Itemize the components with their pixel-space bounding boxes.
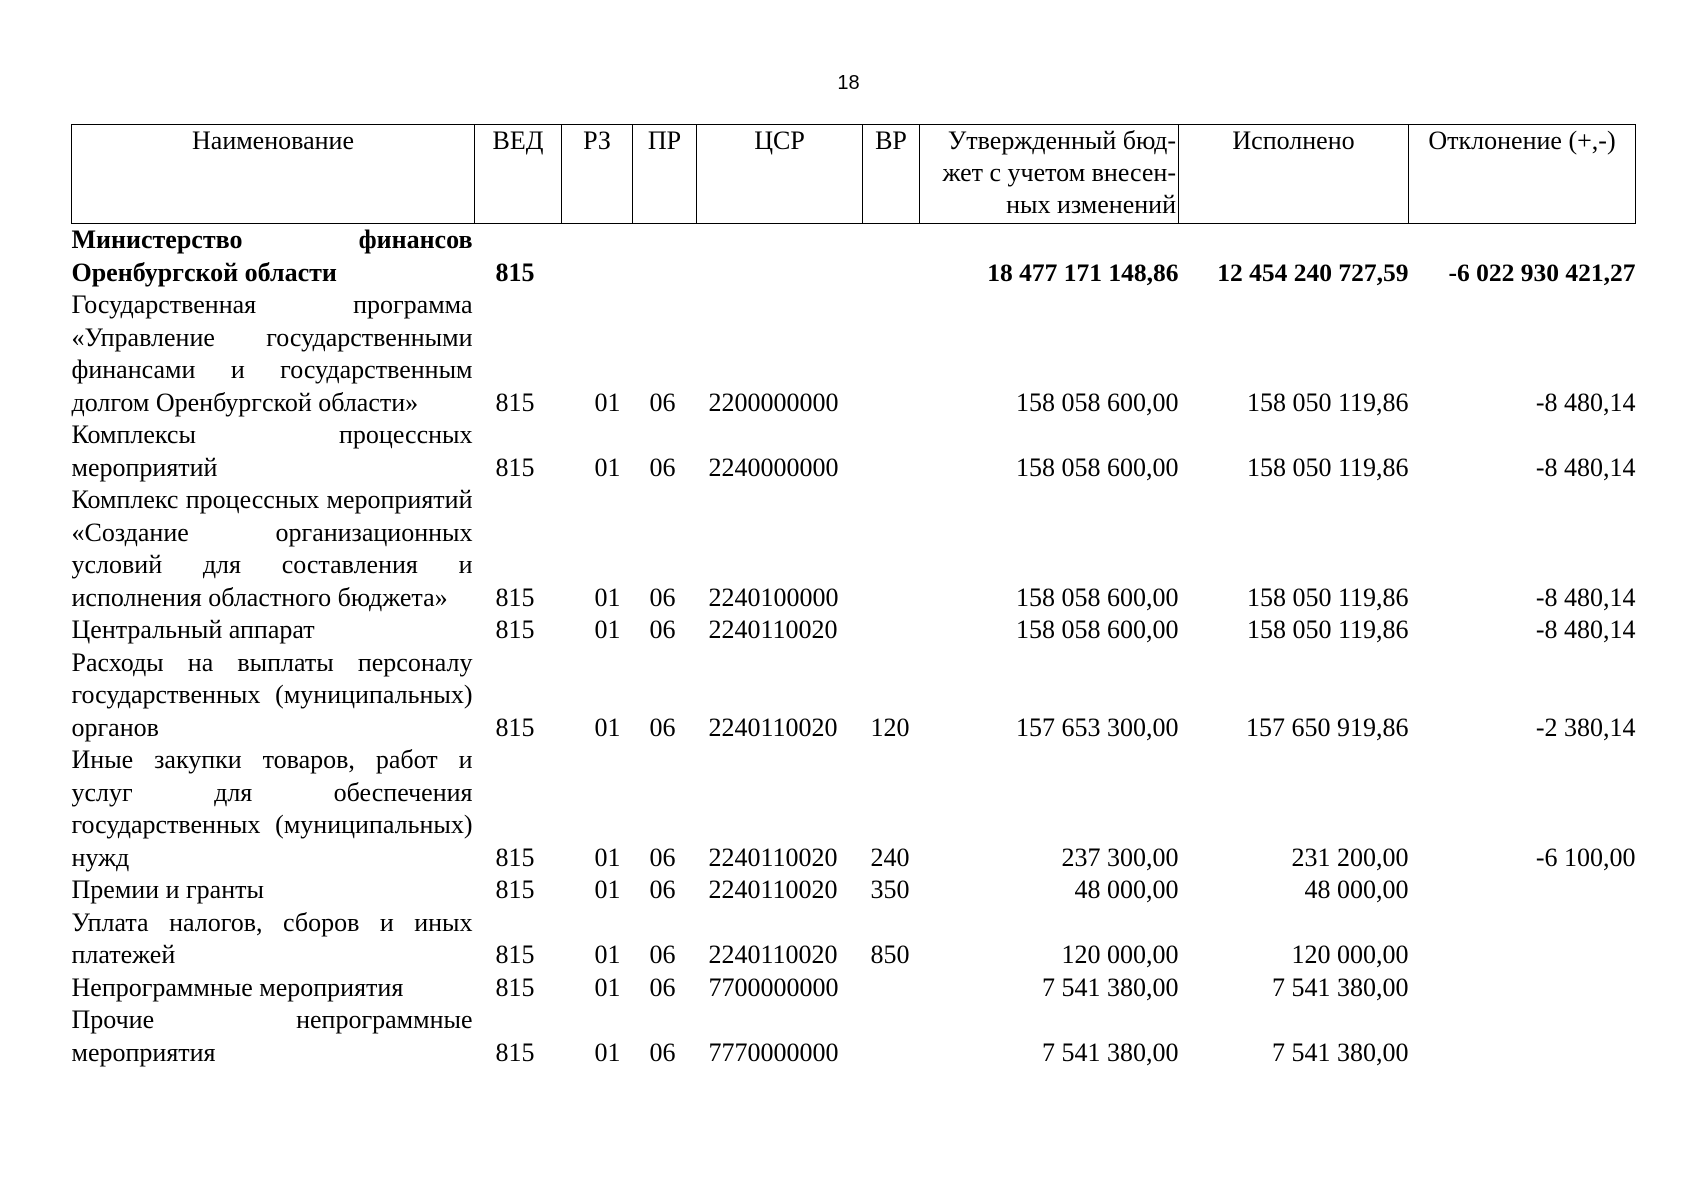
row-ved: 815 [495,257,535,287]
row-approved: 18 477 171 148,86 [987,257,1179,287]
row-ved: 815 [495,972,535,1002]
header-vr: ВР [863,125,920,224]
row-pr: 06 [649,842,676,872]
row-rz: 01 [594,875,621,904]
row-csr: 7700000000 [708,972,839,1002]
header-rz: РЗ [562,125,633,224]
row-approved: 48 000,00 [1074,875,1179,904]
table-row [72,874,1636,907]
row-csr: 2240110020 [708,940,838,969]
row-name: Министерство финансов Оренбургской области [71,225,473,287]
row-executed: 7 541 380,00 [1272,1037,1409,1067]
row-executed: 158 050 119,86 [1246,387,1409,417]
header-approved-budget [920,125,1179,224]
row-vr [863,614,920,647]
row-vr [863,1004,920,1069]
row-approved: 7 541 380,00 [1042,1037,1179,1067]
row-deviation: -8 480,14 [1535,452,1636,482]
row-executed: 48 000,00 [1304,875,1409,904]
row-name: Премии и гранты [71,875,264,904]
header-approved-line1: Утвержденный бюд- [947,126,1176,155]
row-csr: 7770000000 [708,1037,839,1067]
row-approved: 120 000,00 [1061,940,1179,969]
row-vr [863,419,920,484]
row-executed: 158 050 119,86 [1246,452,1409,482]
row-rz [562,224,633,290]
row-deviation [1409,1004,1636,1069]
row-approved: 7 541 380,00 [1042,972,1179,1002]
row-name: Комплекс процессных мероприятий «Создание организационных условий для составления и исполнения областного бюджета» [71,485,473,612]
row-vr: 850 [870,940,910,969]
row-ved: 815 [495,615,535,644]
row-pr: 06 [649,452,676,482]
row-deviation: -2 380,14 [1535,712,1636,742]
table-row [72,972,1636,1005]
row-vr: 350 [870,875,910,904]
row-ved: 815 [495,712,535,742]
table-row [72,224,1636,290]
row-deviation: -6 100,00 [1535,842,1636,872]
row-approved: 157 653 300,00 [1016,712,1179,742]
row-deviation: -8 480,14 [1535,615,1636,644]
header-name: Наименование [72,125,475,224]
table-row [72,1004,1636,1069]
table-row [72,484,1636,614]
row-rz: 01 [594,1037,621,1067]
row-vr: 120 [870,712,910,742]
row-deviation: -8 480,14 [1535,387,1636,417]
row-pr [633,224,697,290]
header-pr: ПР [633,125,697,224]
header-ved: ВЕД [475,125,562,224]
header-approved-line3: ных изменений [1006,190,1176,219]
row-name: Иные закупки товаров, работ и услуг для обеспечения государственных (муниципальных) нужд [71,745,473,872]
row-executed: 157 650 919,86 [1246,712,1409,742]
row-deviation [1409,972,1636,1005]
table-row [72,419,1636,484]
row-csr: 2240000000 [708,452,839,482]
row-rz: 01 [594,582,621,612]
row-pr: 06 [649,582,676,612]
table-row [72,744,1636,874]
row-pr: 06 [649,712,676,742]
table-header-row [72,125,1636,224]
row-csr: 2200000000 [708,387,839,417]
row-ved: 815 [495,875,535,904]
row-rz: 01 [594,387,621,417]
table-row [72,907,1636,972]
row-csr: 2240110020 [708,615,838,644]
row-executed: 231 200,00 [1291,842,1409,872]
row-csr: 2240100000 [708,582,839,612]
table-row [72,289,1636,419]
row-approved: 158 058 600,00 [1016,387,1179,417]
row-ved: 815 [495,452,535,482]
row-vr [863,224,920,290]
row-vr [863,972,920,1005]
row-name: Государственная программа «Управление государственными финансами и государственным долгом Оренбургской области» [71,290,473,417]
row-name: Комплексы процессных мероприятий [71,420,473,482]
row-name: Центральный аппарат [71,615,315,644]
row-executed: 12 454 240 727,59 [1217,257,1409,287]
row-deviation [1409,874,1636,907]
row-ved: 815 [495,1037,535,1067]
row-ved: 815 [495,387,535,417]
row-pr: 06 [649,875,676,904]
row-pr: 06 [649,1037,676,1067]
row-vr [863,289,920,419]
row-pr: 06 [649,940,676,969]
row-name: Непрограммные мероприятия [71,972,404,1002]
row-approved: 158 058 600,00 [1016,452,1179,482]
table-row [72,647,1636,745]
row-rz: 01 [594,972,621,1002]
row-name: Расходы на выплаты персоналу государственных (муниципальных) органов [71,647,473,742]
row-approved: 158 058 600,00 [1016,582,1179,612]
row-csr: 2240110020 [708,842,838,872]
row-rz: 01 [594,452,621,482]
row-ved: 815 [495,582,535,612]
header-csr: ЦСР [697,125,863,224]
row-rz: 01 [594,842,621,872]
row-executed: 120 000,00 [1291,940,1409,969]
row-vr: 240 [870,842,910,872]
row-ved: 815 [495,940,535,969]
row-pr: 06 [649,387,676,417]
table-row [72,614,1636,647]
row-name: Прочие непрограммные мероприятия [71,1005,473,1067]
row-csr: 2240110020 [708,712,838,742]
row-csr [697,224,863,290]
row-executed: 158 050 119,86 [1246,615,1409,644]
row-deviation [1409,907,1636,972]
row-executed: 7 541 380,00 [1272,972,1409,1002]
row-deviation: -8 480,14 [1535,582,1636,612]
row-csr: 2240110020 [708,875,838,904]
table-body [72,224,1636,1070]
row-approved: 237 300,00 [1061,842,1179,872]
header-executed: Исполнено [1179,125,1409,224]
row-name: Уплата налогов, сборов и иных платежей [71,907,473,969]
row-deviation: -6 022 930 421,27 [1448,257,1636,287]
header-approved-line2: жет с учетом внесен- [942,158,1176,187]
row-approved: 158 058 600,00 [1016,615,1179,644]
page-number: 18 [837,72,860,94]
budget-execution-table [71,124,1636,1069]
row-vr [863,484,920,614]
header-deviation: Отклонение (+,-) [1409,125,1636,224]
row-executed: 158 050 119,86 [1246,582,1409,612]
row-ved: 815 [495,842,535,872]
row-rz: 01 [594,712,621,742]
row-pr: 06 [649,615,676,644]
row-rz: 01 [594,940,621,969]
row-pr: 06 [649,972,676,1002]
row-rz: 01 [594,615,621,644]
